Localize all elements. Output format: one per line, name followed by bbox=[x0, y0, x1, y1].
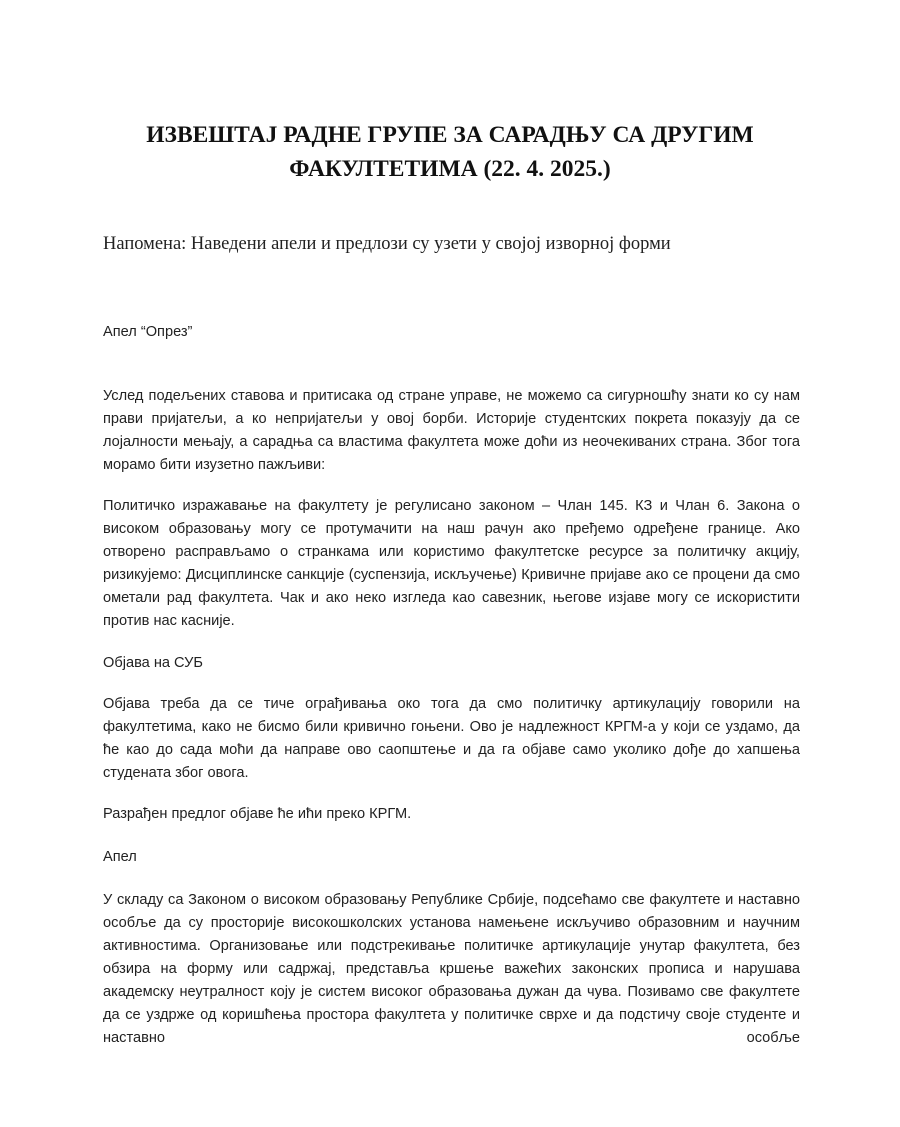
section-heading-sub-announcement: Објава на СУБ bbox=[103, 655, 203, 671]
paragraph-opres-intro: Услед подељених ставова и притисака од стране управе, не можемо са сигурношћу знати ко су нам прави пријатељи, а ко непријатељи у овој борби. Историје студентских покрета показују да се лојалности мењају, а сарадња са властима факултета може доћи из неочекиваних страна. Због тога морамо бити изузетно пажљиви: bbox=[103, 388, 800, 473]
source-note: Напомена: Наведени апели и предлози су узети у својој изворној форми bbox=[103, 234, 671, 254]
title-line-2: ФАКУЛТЕТИМА (22. 4. 2025.) bbox=[289, 156, 611, 182]
paragraph-opres-legal: Политичко изражавање на факултету је регулисано законом – Члан 145. КЗ и Члан 6. Закона о високом образовању могу се протумачити на наш рачун ако пређемо одређене границе. Ако отворено расправљамо о странкама или користимо факултетске ресурсе за политичку акцију, ризикујемо: Дисциплинске санкције (суспензија, искључење) Кривичне пријаве ако се процени да смо ометали рад факултета. Чак и ако неко изгледа као савезник, његове изјаве могу се искористити против нас касније. bbox=[103, 498, 800, 629]
paragraph-krgm-proposal: Разрађен предлог објаве ће ићи преко КРГМ. bbox=[103, 806, 412, 822]
section-heading-opres: Апел “Опрез” bbox=[103, 324, 193, 340]
title-line-1: ИЗВЕШТАЈ РАДНЕ ГРУПЕ ЗА САРАДЊУ СА ДРУГИМ bbox=[146, 122, 754, 148]
section-heading-appeal: Апел bbox=[103, 849, 137, 865]
document-title bbox=[100, 118, 800, 186]
paragraph-sub-announcement: Објава треба да се тиче ограђивања око тога да смо политичку артикулацију говорили на факултетима, како не бисмо били кривично гоњени. Ово је надлежност КРГМ-а у који се уздамо, да ће као до сада моћи да направе ово саопштење и да га објаве само уколико дође до хапшења студената због овога. bbox=[103, 696, 800, 781]
paragraph-appeal: У складу са Законом о високом образовању Републике Србије, подсећамо све факултете и наставно особље да су просторије високошколских установа намењене искључиво образовним и научним активностима. Организовање или подстрекивање политичке артикулације унутар факултета, без обзира на форму или садржај, представља кршење важећих законских прописа и нарушава академску неутралност коју је систем високог образовања дужан да чува. Позивамо све факултете да се уздрже од коришћења простора факултета у политичке сврхе и да подстичу своје студенте и наставно особље bbox=[103, 892, 800, 1046]
